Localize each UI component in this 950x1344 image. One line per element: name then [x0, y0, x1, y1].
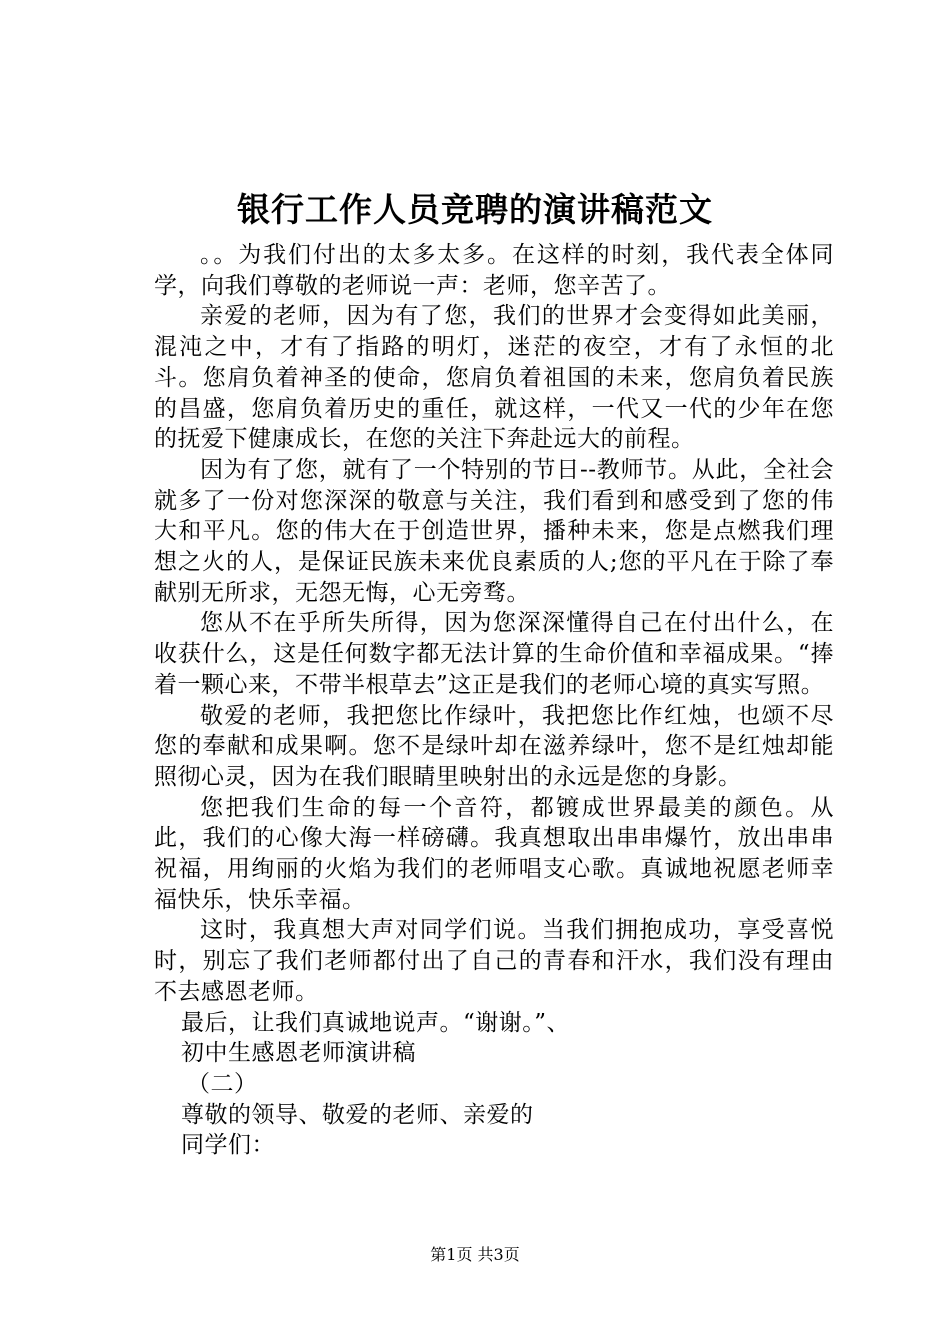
section-heading: 初中生感恩老师演讲稿 — [181, 1040, 416, 1067]
document-body — [154, 240, 834, 1161]
paragraph: 您把我们生命的每一个音符，都镀成世界最美的颜色。从此，我们的心像大海一样磅礴。我真想取出串串爆竹，放出串串祝福，用绚丽的火焰为我们的老师唱支心歌。真诚地祝愿老师幸福快乐，快乐幸福。 — [154, 794, 834, 913]
paragraph: 这时，我真想大声对同学们说。当我们拥抱成功，享受喜悦时，别忘了我们老师都付出了自己的青春和汗水，我们没有理由不去感恩老师。 — [154, 917, 834, 1005]
paragraph: 亲爱的老师，因为有了您，我们的世界才会变得如此美丽，混沌之中，才有了指路的明灯，迷茫的夜空，才有了永恒的北斗。您肩负着神圣的使命，您肩负着祖国的未来，您肩负着民族的昌盛，您肩负着历史的重任，就这样，一代又一代的少年在您的抚爱下健康成长，在您的关注下奔赴远大的前程。 — [154, 303, 834, 453]
page-footer: 第1页 共3页 — [430, 1245, 520, 1264]
paragraph: 。。为我们付出的太多太多。在这样的时刻，我代表全体同学，向我们尊敬的老师说一声：老师，您辛苦了。 — [154, 242, 834, 299]
section-number: （二） — [187, 1070, 258, 1097]
document-title: 银行工作人员竞聘的演讲稿范文 — [237, 190, 713, 229]
paragraph: 敬爱的老师，我把您比作绿叶，我把您比作红烛，也颂不尽您的奉献和成果啊。您不是绿叶却在滋养绿叶，您不是红烛却能照彻心灵，因为在我们眼睛里映射出的永远是您的身影。 — [154, 702, 834, 790]
paragraph: 因为有了您，就有了一个特别的节日--教师节。从此，全社会就多了一份对您深深的敬意与关注，我们看到和感受到了您的伟大和平凡。您的伟大在于创造世界，播种未来，您是点燃我们理想之火的人，是保证民族未来优良素质的人;您的平凡在于除了奉献别无所求，无怨无悔，心无旁骛。 — [154, 456, 834, 606]
salutation-line: 尊敬的领导、敬爱的老师、亲爱的 — [181, 1101, 534, 1128]
salutation-line: 同学们： — [181, 1132, 275, 1159]
closing-line: 最后，让我们真诚地说声。“谢谢。”、 — [181, 1009, 571, 1036]
paragraph: 您从不在乎所失所得，因为您深深懂得自己在付出什么，在收获什么，这是任何数字都无法计算的生命价值和幸福成果。“捧着一颗心来，不带半根草去”这正是我们的老师心境的真实写照。 — [154, 610, 834, 698]
